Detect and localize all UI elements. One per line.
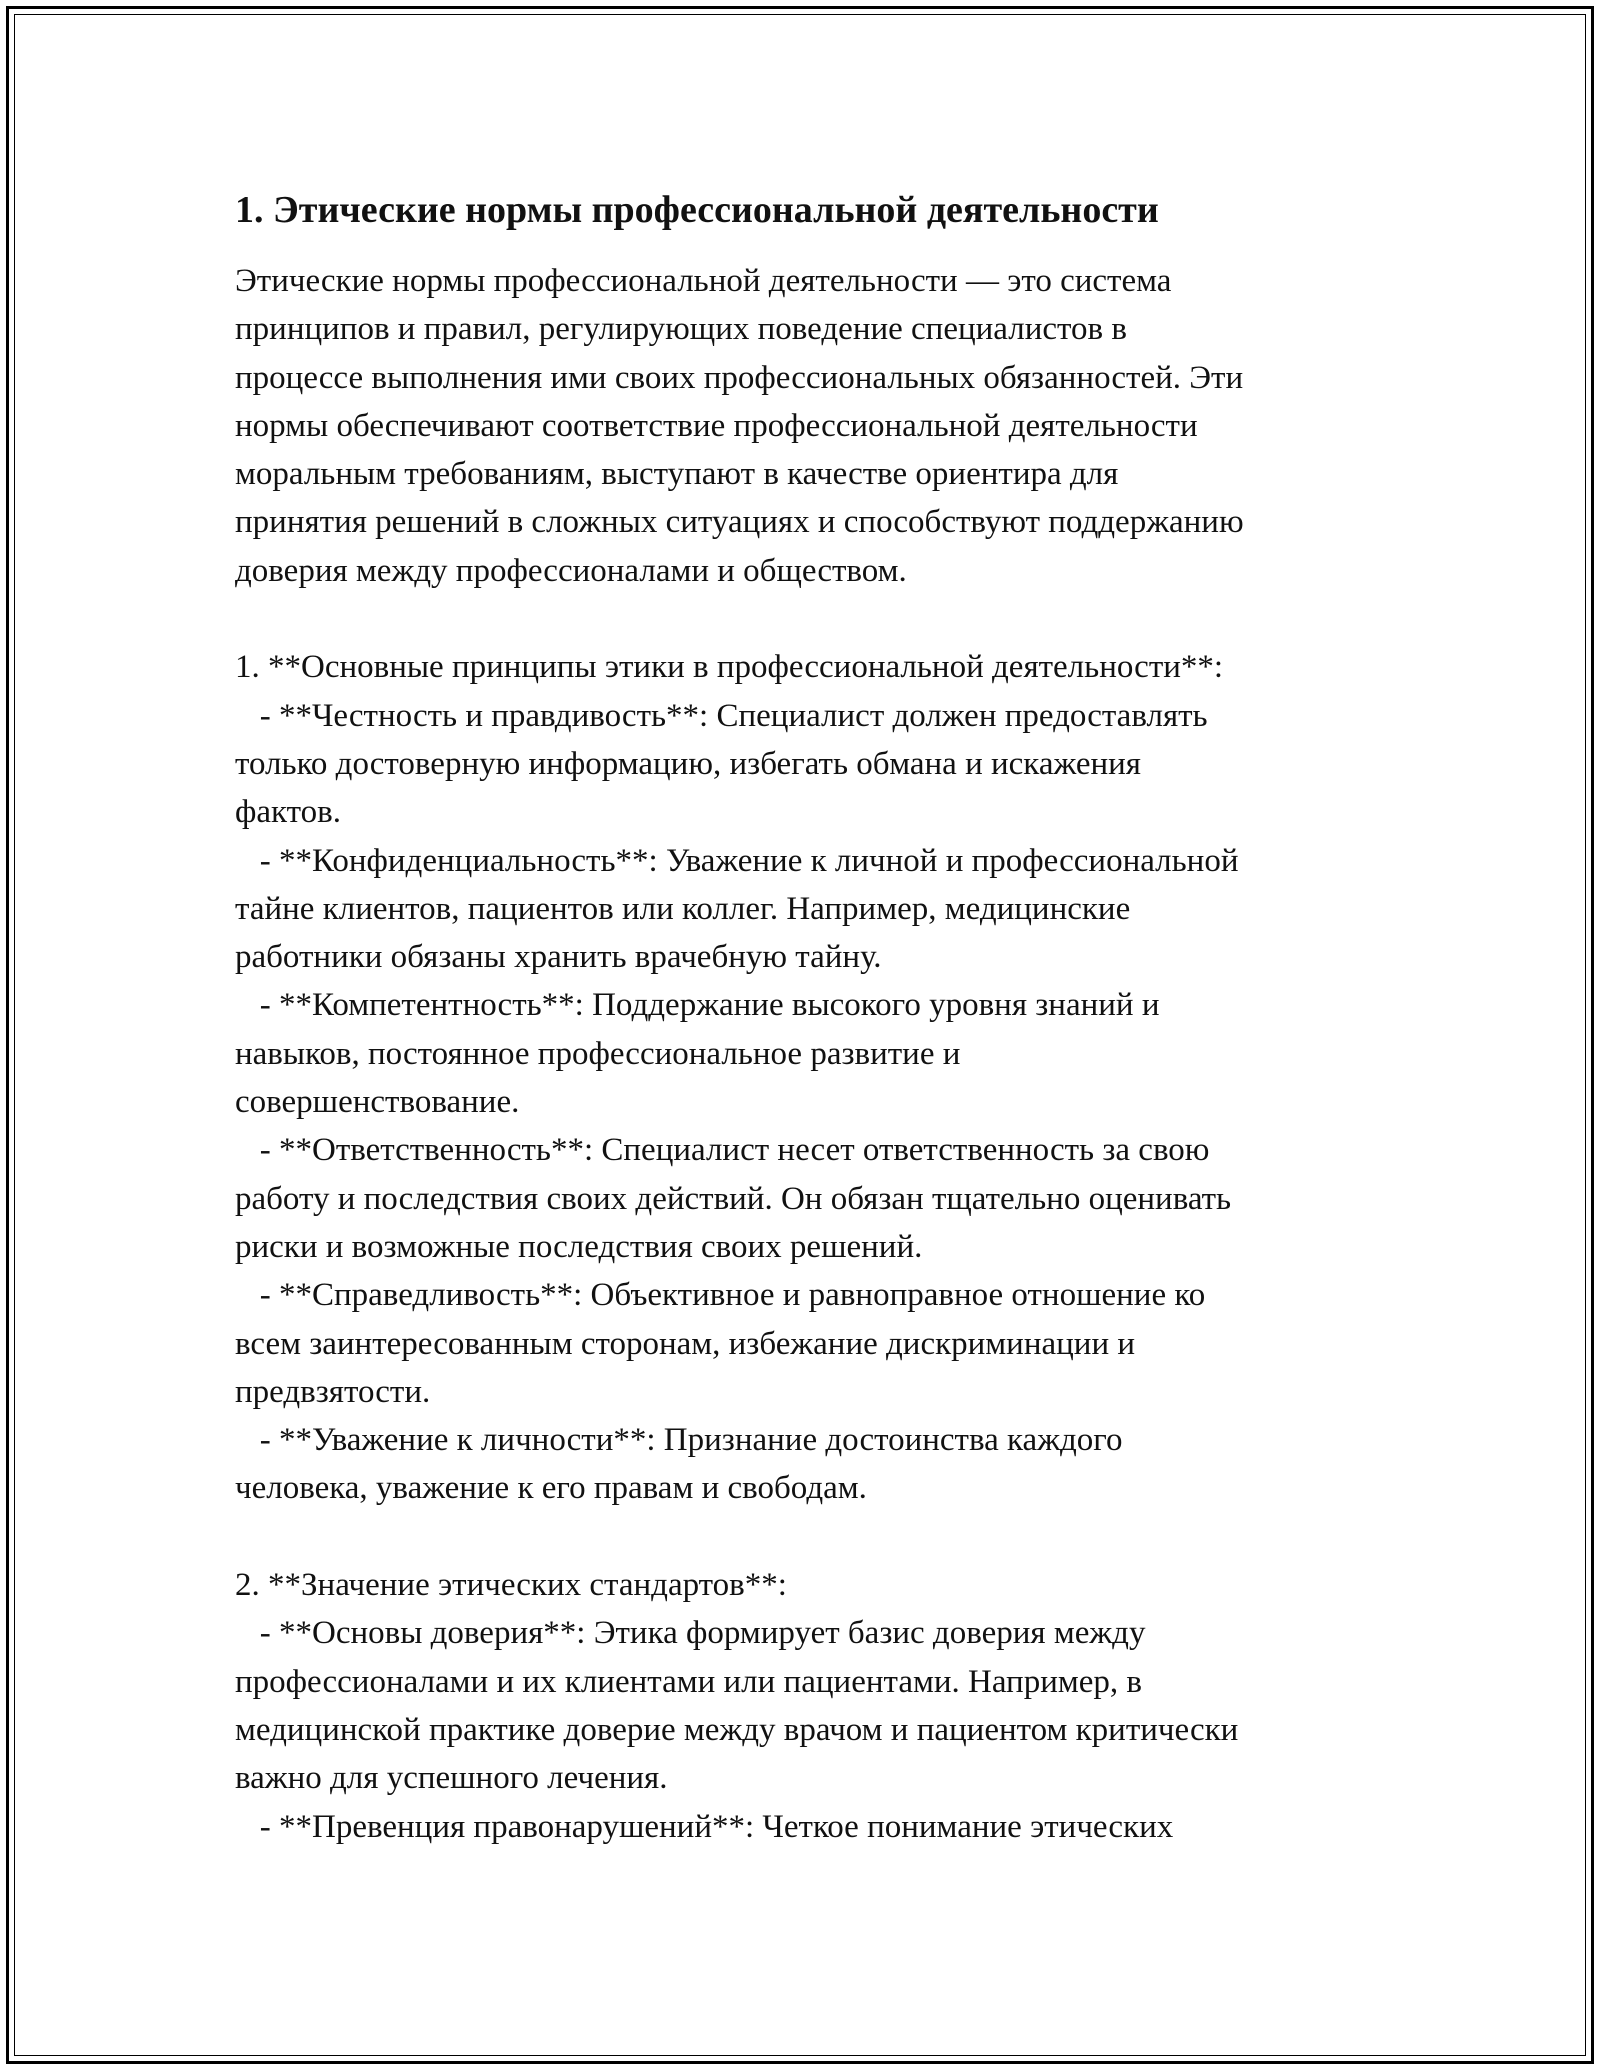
- list-heading: 1. **Основные принципы этики в профессиональной деятельности**:: [235, 649, 1224, 686]
- blank-line: [235, 1513, 1375, 1561]
- document-body: [235, 185, 1375, 1851]
- text-line: важно для успешного лечения.: [235, 1760, 668, 1797]
- list-item: - **Компетентность**: Поддержание высокого уровня знаний и: [235, 987, 1160, 1024]
- text-line: Этические нормы профессиональной деятельности — это система: [235, 263, 1172, 299]
- text-line: работу и последствия своих действий. Он обязан тщательно оценивать: [235, 1180, 1232, 1217]
- list-item: - **Справедливость**: Объективное и равноправное отношение ко: [235, 1277, 1206, 1314]
- text-line: совершенствование.: [235, 1084, 520, 1121]
- section-heading: 1. Этические нормы профессиональной деятельности: [235, 189, 1159, 231]
- blank-line: [235, 595, 1375, 643]
- text-line: доверия между профессионалами и обществом.: [235, 552, 907, 589]
- list-item: - **Конфиденциальность**: Уважение к личной и профессиональной: [235, 842, 1239, 879]
- text-line: медицинской практике доверие между врачом и пациентом критически: [235, 1711, 1239, 1748]
- list-item: - **Честность и правдивость**: Специалист должен предоставлять: [235, 697, 1208, 734]
- text-line: только достоверную информацию, избегать обмана и искажения: [235, 745, 1141, 782]
- list-item: - **Уважение к личности**: Признание достоинства каждого: [235, 1422, 1123, 1459]
- text-line: всем заинтересованным сторонам, избежание дискриминации и: [235, 1325, 1136, 1362]
- body-text: [235, 257, 1375, 1851]
- list-item: - **Ответственность**: Специалист несет ответственность за свою: [235, 1132, 1210, 1169]
- text-line: предвзятости.: [235, 1373, 431, 1410]
- text-line: профессионалами и их клиентами или пациентами. Например, в: [235, 1663, 1142, 1700]
- text-line: фактов.: [235, 794, 341, 831]
- text-line: процессе выполнения ими своих профессиональных обязанностей. Эти: [235, 359, 1244, 396]
- text-line: принятия решений в сложных ситуациях и способствуют поддержанию: [235, 504, 1244, 541]
- text-line: моральным требованиям, выступают в качестве ориентира для: [235, 456, 1119, 493]
- text-line: риски и возможные последствия своих решений.: [235, 1228, 923, 1265]
- list-item: - **Превенция правонарушений**: Четкое понимание этических: [235, 1808, 1174, 1845]
- text-line: навыков, постоянное профессиональное развитие и: [235, 1035, 961, 1072]
- text-line: работники обязаны хранить врачебную тайну.: [235, 939, 882, 976]
- text-line: человека, уважение к его правам и свободам.: [235, 1470, 867, 1507]
- list-heading: 2. **Значение этических стандартов**:: [235, 1567, 787, 1604]
- text-line: тайне клиентов, пациентов или коллег. Например, медицинские: [235, 890, 1131, 927]
- list-item: - **Основы доверия**: Этика формирует базис доверия между: [235, 1615, 1146, 1652]
- text-line: принципов и правил, регулирующих поведение специалистов в: [235, 311, 1127, 348]
- text-line: нормы обеспечивают соответствие профессиональной деятельности: [235, 407, 1198, 444]
